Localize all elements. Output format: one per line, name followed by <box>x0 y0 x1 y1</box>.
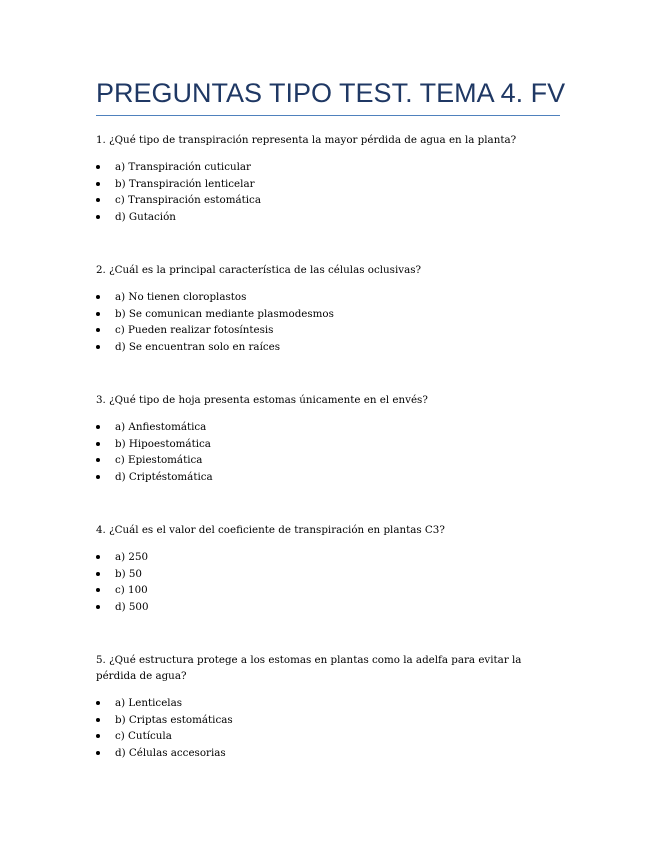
option-label: c) Cutícula <box>115 730 172 743</box>
option-label: a) Transpiración cuticular <box>115 161 251 173</box>
bullet-icon <box>96 215 100 219</box>
option-label: a) Lenticelas <box>115 697 183 709</box>
option-label: d) Gutación <box>115 210 176 223</box>
option-1c <box>96 192 261 209</box>
question-3: 3. ¿Qué tipo de hoja presenta estomas únicamente en el envés? <box>96 394 428 406</box>
question-4-options <box>96 549 149 615</box>
bullet-icon <box>96 198 100 202</box>
option-label: d) Células accesorias <box>115 746 226 759</box>
title-underline <box>96 115 560 116</box>
option-5a <box>96 695 233 712</box>
page-title: PREGUNTAS TIPO TEST. TEMA 4. FV <box>96 78 566 108</box>
option-3d <box>96 469 213 486</box>
option-label: b) Hipoestomática <box>115 437 211 450</box>
option-label: a) Anfiestomática <box>115 421 207 433</box>
option-3a <box>96 419 213 436</box>
option-2b <box>96 306 334 323</box>
option-4c <box>96 582 149 599</box>
bullet-icon <box>96 458 100 462</box>
option-3b <box>96 436 213 453</box>
bullet-icon <box>96 718 100 722</box>
question-4: 4. ¿Cuál es el valor del coeficiente de transpiración en plantas C3? <box>96 524 445 536</box>
bullet-icon <box>96 555 100 559</box>
option-label: d) Criptéstomática <box>115 470 213 483</box>
option-4d <box>96 599 149 616</box>
question-5-options <box>96 695 233 761</box>
question-2-options <box>96 289 334 355</box>
question-1: 1. ¿Qué tipo de transpiración representa la mayor pérdida de agua en la planta? <box>96 134 517 146</box>
option-label: c) 100 <box>115 584 148 597</box>
option-label: b) Criptas estomáticas <box>115 713 233 726</box>
question-1-options <box>96 159 261 225</box>
option-4b <box>96 566 149 583</box>
option-label: a) No tienen cloroplastos <box>115 291 247 303</box>
option-label: b) Transpiración lenticelar <box>115 177 255 190</box>
bullet-icon <box>96 751 100 755</box>
bullet-icon <box>96 182 100 186</box>
option-label: d) Se encuentran solo en raíces <box>115 340 281 353</box>
bullet-icon <box>96 605 100 609</box>
question-5: 5. ¿Qué estructura protege a los estomas en plantas como la adelfa para evitar la pérdida de agua? <box>96 654 522 682</box>
bullet-icon <box>96 442 100 446</box>
option-label: b) Se comunican mediante plasmodesmos <box>115 307 334 320</box>
option-5b <box>96 712 233 729</box>
question-3-options <box>96 419 213 485</box>
option-3c <box>96 452 213 469</box>
bullet-icon <box>96 328 100 332</box>
bullet-icon <box>96 701 100 705</box>
bullet-icon <box>96 295 100 299</box>
bullet-icon <box>96 572 100 576</box>
option-label: a) 250 <box>115 551 149 563</box>
option-1a <box>96 159 261 176</box>
option-label: c) Epiestomática <box>115 454 203 467</box>
bullet-icon <box>96 425 100 429</box>
bullet-icon <box>96 312 100 316</box>
bullet-icon <box>96 475 100 479</box>
option-4a <box>96 549 149 566</box>
question-2: 2. ¿Cuál es la principal característica de las células oclusivas? <box>96 264 422 276</box>
option-5d <box>96 745 233 762</box>
option-5c <box>96 728 233 745</box>
option-label: d) 500 <box>115 600 149 613</box>
option-2a <box>96 289 334 306</box>
option-1b <box>96 176 261 193</box>
bullet-icon <box>96 734 100 738</box>
option-1d <box>96 209 261 226</box>
bullet-icon <box>96 345 100 349</box>
option-label: c) Pueden realizar fotosíntesis <box>115 324 274 337</box>
option-2d <box>96 339 334 356</box>
option-2c <box>96 322 334 339</box>
bullet-icon <box>96 588 100 592</box>
option-label: b) 50 <box>115 567 142 580</box>
option-label: c) Transpiración estomática <box>115 194 261 207</box>
bullet-icon <box>96 165 100 169</box>
